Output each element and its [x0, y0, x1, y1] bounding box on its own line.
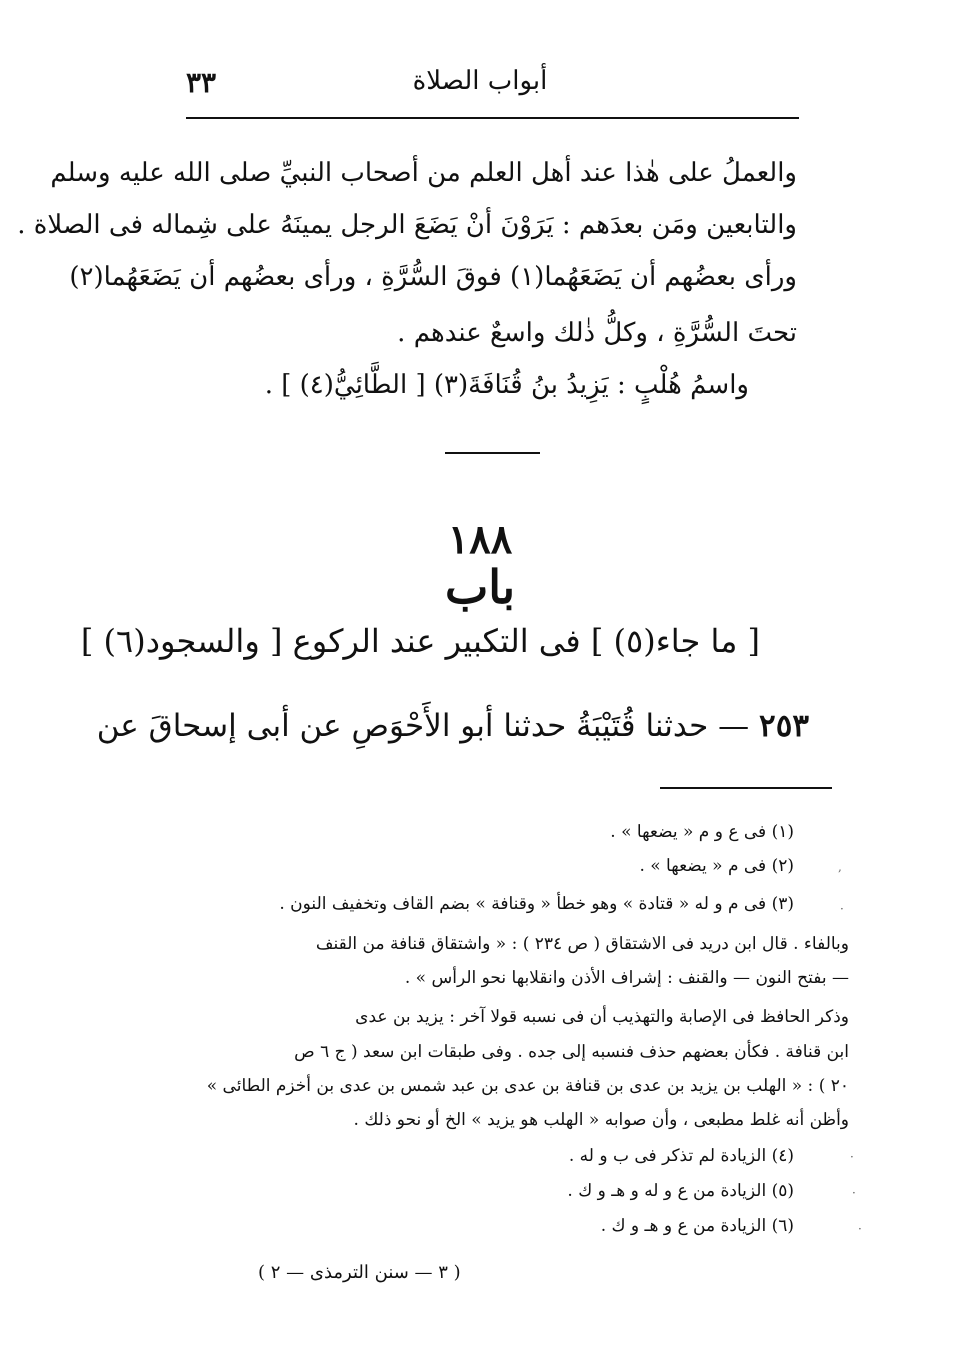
- margin-mark: ,: [838, 860, 842, 874]
- running-header-title: أبواب الصلاة: [412, 66, 548, 96]
- hadith-text: — حدثنا قُتَيْبَةُ حدثنا أبو الأَحْوَصِ عن أبى إسحاقَ عن: [96, 708, 750, 744]
- footnote-continuation: وأظن أنه غلط مطبعى ، وأن صوابه « الهلب هو يزيد » الخ أو نحو ذلك .: [353, 1110, 849, 1130]
- margin-mark: ·: [840, 902, 844, 916]
- hadith-number: ٢٥٣: [759, 708, 809, 744]
- body-line: ورأى بعضُهم أن يَضَعَهُما(١) فوقَ السُّرَّةِ ، ورأى بعضُهم أن يَضَعَهُما(٢): [69, 262, 797, 292]
- hadith-line: [97, 708, 809, 744]
- footnote-continuation: — بفتح النون — والقنف : إشراف الأذن وانقلابها نحو الرأس » .: [404, 968, 849, 988]
- footnote: (٦) الزيادة من ع و هـ و ك .: [600, 1216, 794, 1236]
- header-rule: [186, 117, 799, 119]
- footnote: (٥) الزيادة من ع و له و هـ و ك .: [567, 1181, 794, 1201]
- page-number: ٣٣: [186, 66, 217, 99]
- section-divider: [445, 452, 540, 454]
- margin-mark: ·: [858, 1222, 862, 1236]
- margin-mark: ·: [852, 1186, 856, 1200]
- footnote-continuation: وذكر الحافظ فى الإصابة والتهذيب أن فى نسبه قولا آخر : يزيد بن عدى: [355, 1007, 849, 1027]
- signature-line: ( ٣ — سنن الترمذى — ٢ ): [258, 1262, 461, 1283]
- chapter-number: ١٨٨: [447, 516, 513, 563]
- margin-mark: ·: [850, 1150, 854, 1164]
- footnote-continuation: ٢٠ ) : « الهلب بن يزيد بن عدى بن قنافة بن عدى بن عبد شمس بن عدى بن أخزم الطائى »: [206, 1076, 849, 1096]
- footnote: (٣) فى م و له « قتادة » وهو خطأ « وقنافة » بضم القاف وتخفيف النون .: [279, 894, 794, 914]
- footnote: (٢) فى م « يضعها » .: [639, 856, 794, 876]
- body-line: والتابعين ومَن بعدَهم : يَرَوْنَ أنْ يَضَعَ الرجل يمينَهُ على شِماله فى الصلاة .: [17, 210, 797, 240]
- footnote-continuation: وبالفاء . قال ابن دريد فى الاشتقاق ( ص ٢٣٤ ) : « واشتقاق قنافة من القنف: [315, 934, 849, 954]
- footnote-rule: [660, 787, 832, 789]
- chapter-heading: باب: [444, 560, 516, 614]
- chapter-title: [ ما جاء(٥) ] فى التكبير عند الركوع [ والسجود(٦) ]: [80, 622, 760, 660]
- footnote: (١) فى ع و م « يضعها » .: [610, 822, 794, 842]
- body-line: والعملُ على هٰذا عند أهل العلم من أصحاب النبيِّ صلى الله عليه وسلم: [50, 158, 797, 188]
- footnote-continuation: ابن قنافة . فكأن بعضهم حذف فنسبه إلى جده . وفى طبقات ابن سعد ( ج ٦ ص: [294, 1042, 849, 1062]
- body-line: تحتَ السُّرَّةِ ، وكلُّ ذٰلك واسعٌ عندهم .: [397, 318, 797, 348]
- footnote: (٤) الزيادة لم تذكر فى ب و له .: [568, 1146, 794, 1166]
- body-line: واسمُ هُلْبٍ : يَزِيدُ بنُ قُنَافَةَ(٣) [ الطَّائِيُّ(٤) ] .: [264, 370, 749, 400]
